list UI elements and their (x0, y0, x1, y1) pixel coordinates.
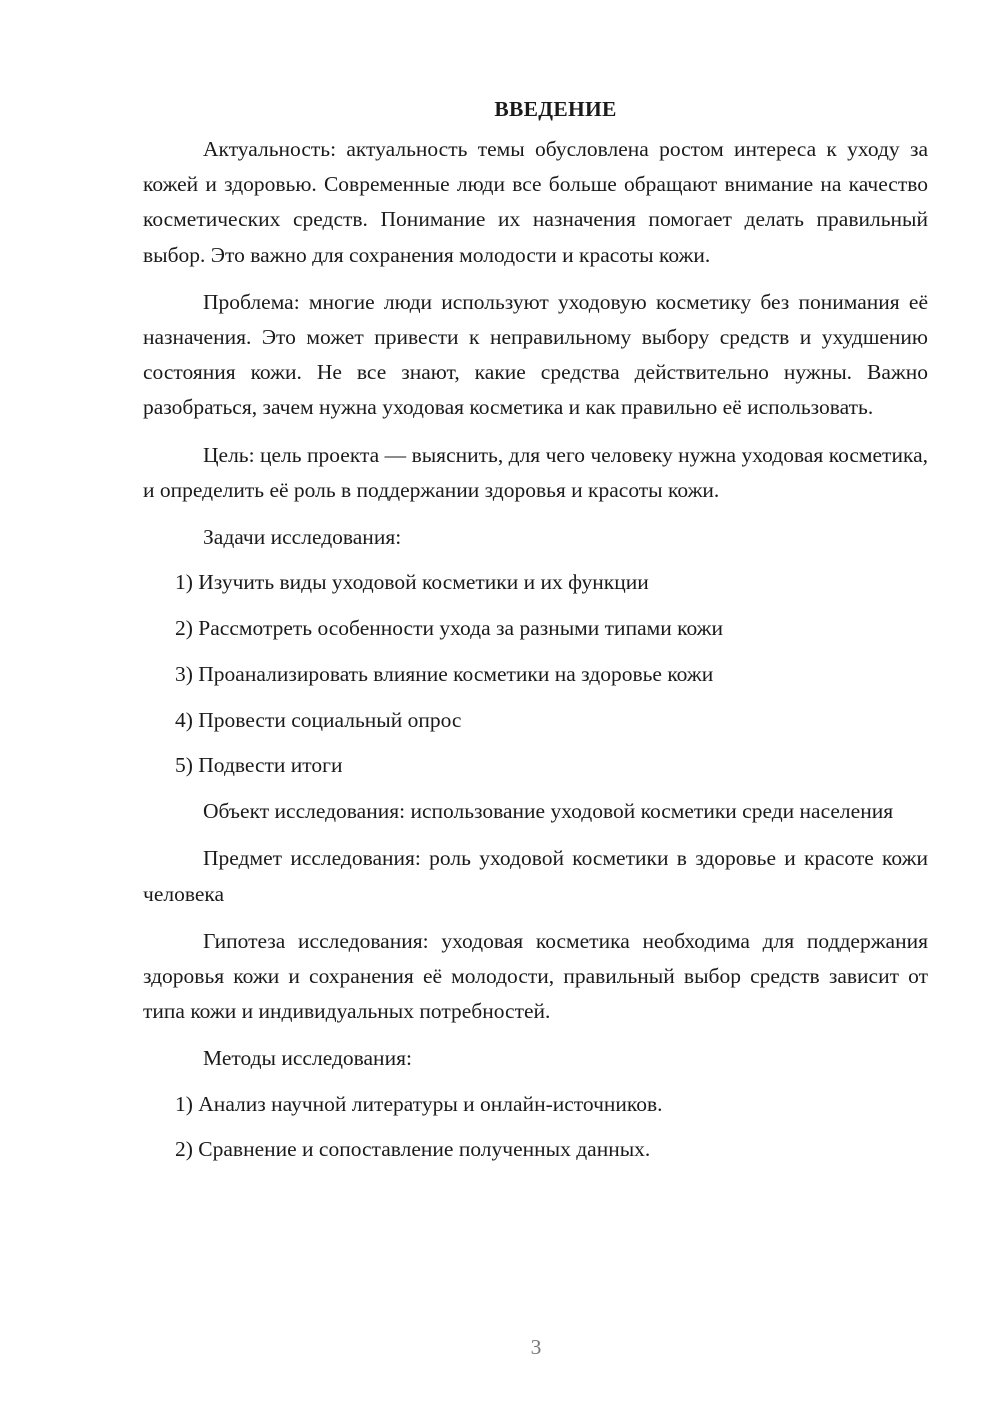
hypothesis-paragraph: Гипотеза исследования: уходовая косметика необходима для поддержания здоровья кожи и сохранения её молодости, правильный выбор средств зависит от типа кожи и индивидуальных потребностей. (143, 928, 928, 1024)
goal-paragraph: Цель: цель проекта — выяснить, для чего человеку нужна уходовая косметика, и определить её роль в поддержании здоровья и красоты кожи. (143, 442, 928, 502)
methods-heading: Методы исследования: (203, 1046, 412, 1071)
problem-paragraph: Проблема: многие люди используют уходовую косметику без понимания её назначения. Это может привести к неправильному выбору средств и ухудшению состояния кожи. Не все знают, какие средства действительно нужны. Важно разобраться, зачем нужна уходовая косметика и как правильно её использовать. (143, 289, 928, 420)
task-item: 1) Изучить виды уходовой косметики и их функции (175, 570, 649, 595)
page-title: ВВЕДЕНИЕ (494, 97, 617, 121)
task-item: 5) Подвести итоги (175, 753, 343, 778)
method-item: 2) Сравнение и сопоставление полученных данных. (175, 1137, 651, 1162)
task-item: 2) Рассмотреть особенности ухода за разными типами кожи (175, 616, 724, 641)
page-number: 3 (530, 1335, 542, 1359)
object-paragraph: Объект исследования: использование уходовой косметики среди населения (203, 799, 894, 824)
relevance-paragraph: Актуальность: актуальность темы обусловлена ростом интереса к уходу за кожей и здоровью. Современные люди все больше обращают внимание на качество косметических средств. Понимание их назначения помогает делать правильный выбор. Это важно для сохранения молодости и красоты кожи. (143, 137, 928, 267)
subject-paragraph: Предмет исследования: роль уходовой косметики в здоровье и красоте кожи человека (143, 846, 928, 906)
document-page (143, 92, 928, 1178)
task-item: 3) Проанализировать влияние косметики на здоровье кожи (175, 661, 714, 686)
tasks-heading: Задачи исследования: (203, 525, 402, 550)
method-item: 1) Анализ научной литературы и онлайн-источников. (175, 1091, 663, 1116)
task-item: 4) Провести социальный опрос (175, 707, 462, 732)
